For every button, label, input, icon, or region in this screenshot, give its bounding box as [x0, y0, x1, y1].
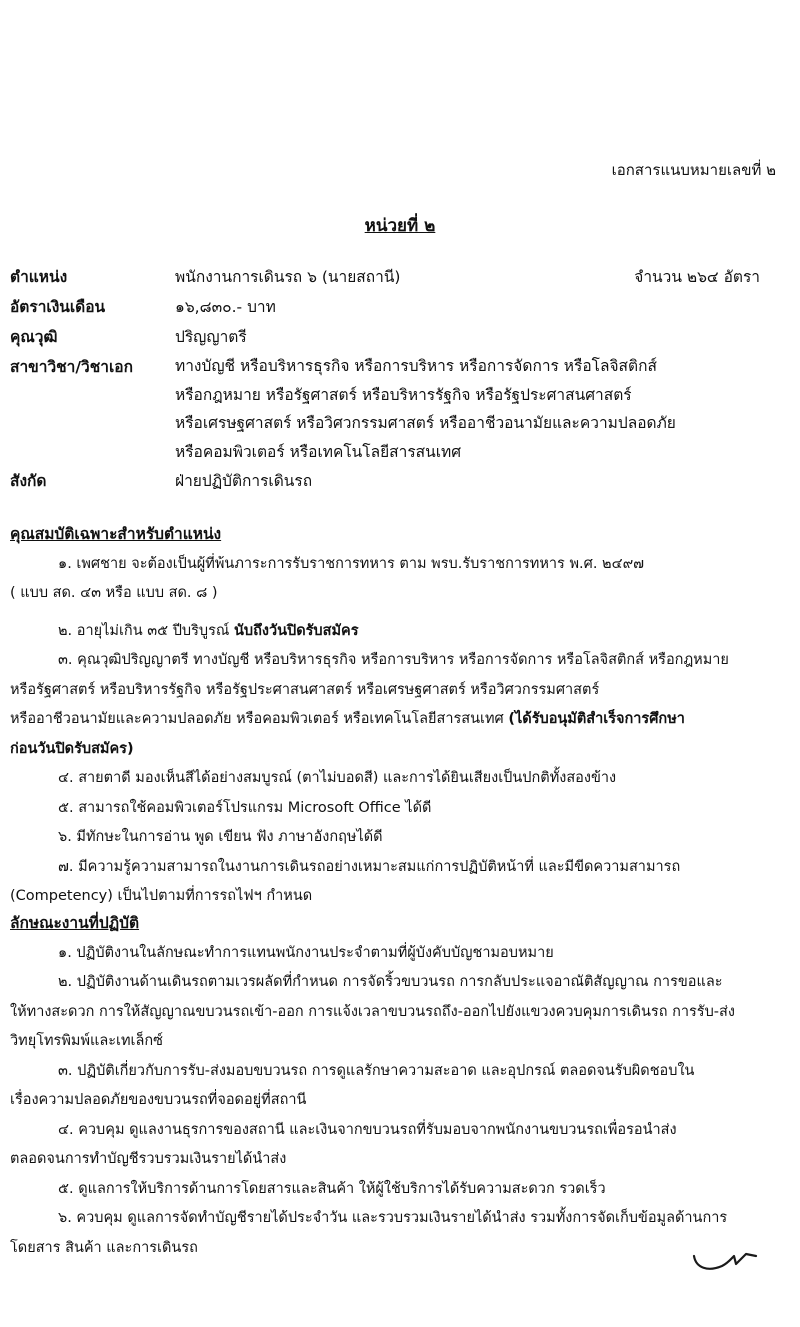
salary-label: อัตราเงินเดือน [10, 298, 106, 316]
duty-item-cont: เรื่องความปลอดภัยของขบวนรถที่จอดอยู่ที่สถานี [10, 1092, 307, 1108]
duty-item-cont: ให้ทางสะดวก การให้สัญญาณขบวนรถเข้า-ออก การแจ้งเวลาขบวนรถถึง-ออกไปยังแขวงควบคุมการเดินรถ การรับ-ส่ง [10, 1003, 735, 1020]
qualification-item-cont [10, 705, 780, 735]
attachment-label: เอกสารแนบหมายเลขที่ ๒ [611, 161, 776, 179]
duty-item: ๓. ปฏิบัติเกี่ยวกับการรับ-ส่งมอบขบวนรถ การดูแลรักษาความสะอาด และอุปกรณ์ ตลอดจนรับผิดชอบใน [58, 1062, 695, 1079]
qualification-emphasis: ก่อนวันปิดรับสมัคร) [10, 740, 134, 757]
position-count: จำนวน ๒๖๔ อัตรา [634, 268, 760, 286]
qualification-text: ๒. อายุไม่เกิน ๓๕ ปีบริบูรณ์ [58, 622, 234, 639]
qualification-emphasis: นับถึงวันปิดรับสมัคร [233, 622, 359, 639]
qualification-value: ปริญญาตรี [175, 328, 247, 346]
major-line: หรือคอมพิวเตอร์ หรือเทคโนโลยีสารสนเทศ [175, 442, 462, 461]
salary-row [10, 292, 770, 322]
qualification-label: คุณวุฒิ [10, 328, 58, 346]
major-line: หรือกฎหมาย หรือรัฐศาสตร์ หรือบริหารรัฐกิจ หรือรัฐประศาสนศาสตร์ [175, 385, 632, 404]
position-row [10, 262, 770, 292]
qualification-item-cont: ( แบบ สด. ๔๓ หรือ แบบ สด. ๘ ) [10, 585, 218, 601]
duty-item: ๔. ควบคุม ดูแลงานธุรการของสถานี และเงินจากขบวนรถที่รับมอบจากพนักงานขบวนรถเพื่อรอนำส่ง [58, 1121, 677, 1138]
qualification-emphasis: (ได้รับอนุมัติสำเร็จการศึกษา [508, 711, 685, 727]
duty-item: ๑. ปฏิบัติงานในลักษณะทำการแทนพนักงานประจำตามที่ผู้บังคับบัญชามอบหมาย [58, 944, 554, 961]
duty-item-cont: โดยสาร สินค้า และการเดินรถ [10, 1239, 198, 1256]
position-info [10, 262, 770, 496]
duties-title: ลักษณะงานที่ปฏิบัติ [10, 914, 140, 932]
qualification-item: ๑. เพศชาย จะต้องเป็นผู้ที่พ้นภาระการรับราชการทหาร ตาม พรบ.รับราชการทหาร พ.ศ. ๒๔๙๗ [58, 555, 645, 572]
qualifications-title: คุณสมบัติเฉพาะสำหรับตำแหน่ง [10, 525, 222, 543]
major-line: ทางบัญชี หรือบริหารธุรกิจ หรือการบริหาร หรือการจัดการ หรือโลจิสติกส์ [175, 357, 657, 375]
affiliation-value: ฝ่ายปฏิบัติการเดินรถ [175, 472, 313, 490]
duties-section [10, 909, 780, 1263]
duty-item-cont: ตลอดจนการทำบัญชีรวบรวมเงินรายได้นำส่ง [10, 1151, 287, 1167]
major-label: สาขาวิชา/วิชาเอก [10, 358, 133, 376]
qualification-item: ๖. มีทักษะในการอ่าน พูด เขียน ฟัง ภาษาอังกฤษได้ดี [58, 829, 383, 845]
duty-item: ๖. ควบคุม ดูแลการจัดทำบัญชีรายได้ประจำวัน และรวบรวมเงินรายได้นำส่ง รวมทั้งการจัดเก็บข้อมูลด้านการ [58, 1210, 728, 1226]
duty-item: ๒. ปฏิบัติงานด้านเดินรถตามเวรผลัดที่กำหนด การจัดริ้วขบวนรถ การกลับประแจอาณัติสัญญาณ การขอและ [58, 974, 723, 990]
qualifications-section [10, 520, 780, 912]
unit-title: หน่วยที่ ๒ [364, 216, 436, 236]
signature-mark [690, 1238, 760, 1278]
major-line: หรือเศรษฐศาสตร์ หรือวิศวกรรมศาสตร์ หรืออาชีวอนามัยและความปลอดภัย [175, 414, 676, 432]
duty-item-cont: วิทยุโทรพิมพ์และเทเล็กซ์ [10, 1033, 164, 1049]
affiliation-label: สังกัด [10, 472, 47, 490]
affiliation-row [10, 466, 770, 496]
duty-item: ๕. ดูแลการให้บริการด้านการโดยสารและสินค้า ให้ผู้ใช้บริการได้รับความสะดวก รวดเร็ว [58, 1180, 606, 1197]
position-value: พนักงานการเดินรถ ๖ (นายสถานี) [175, 268, 401, 286]
qualification-item [10, 617, 780, 647]
qualification-item: ๓. คุณวุฒิปริญญาตรี ทางบัญชี หรือบริหารธุรกิจ หรือการบริหาร หรือการจัดการ หรือโลจิสติกส์ หรือกฎหมาย [58, 652, 729, 668]
salary-value: ๑๖,๘๓๐.- บาท [175, 298, 276, 316]
qualification-row [10, 322, 770, 352]
qualification-item-cont: (Competency) เป็นไปตามที่การรถไฟฯ กำหนด [10, 888, 313, 904]
qualification-item-cont: หรือรัฐศาสตร์ หรือบริหารรัฐกิจ หรือรัฐประศาสนศาสตร์ หรือเศรษฐศาสตร์ หรือวิศวกรรมศาสตร์ [10, 681, 600, 698]
qualification-item: ๗. มีความรู้ความสามารถในงานการเดินรถอย่างเหมาะสมแก่การปฏิบัติหน้าที่ และมีขีดความสามารถ [58, 858, 681, 875]
position-label: ตำแหน่ง [10, 268, 68, 286]
major-value [175, 352, 770, 466]
qualification-item: ๕. สามารถใช้คอมพิวเตอร์โปรแกรม Microsoft Office ได้ดี [58, 799, 432, 816]
qualification-text: หรืออาชีวอนามัยและความปลอดภัย หรือคอมพิวเตอร์ หรือเทคโนโลยีสารสนเทศ [10, 711, 509, 727]
major-row [10, 352, 770, 466]
qualification-item: ๔. สายตาดี มองเห็นสีได้อย่างสมบูรณ์ (ตาไม่บอดสี) และการได้ยินเสียงเป็นปกติทั้งสองข้าง [58, 770, 617, 786]
